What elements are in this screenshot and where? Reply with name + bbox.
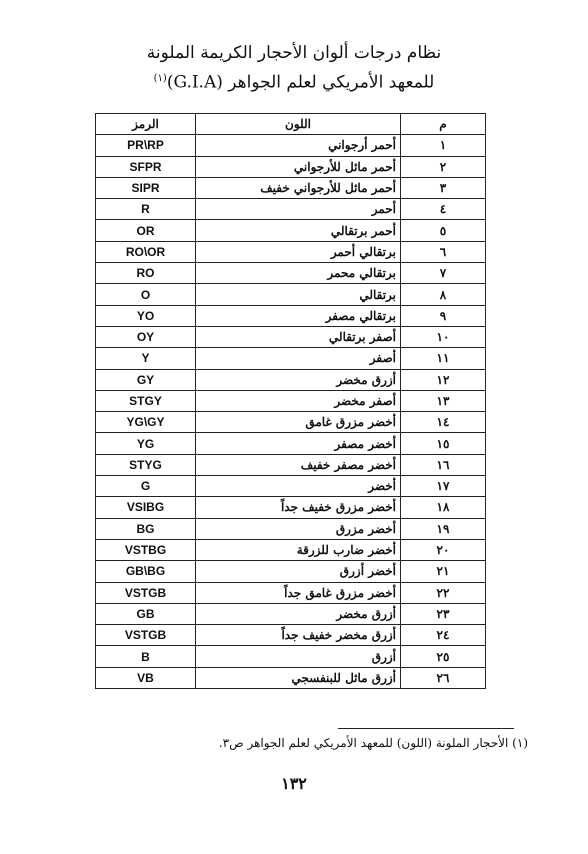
page-title [0, 40, 588, 96]
cell-code: SFPR [96, 156, 196, 177]
cell-num: ٢٢ [401, 582, 486, 603]
cell-num: ٧ [401, 263, 486, 284]
cell-color: أصفر برتقالي [196, 326, 401, 347]
table-row [96, 497, 486, 518]
cell-code: OR [96, 220, 196, 241]
title-line-2-text: للمعهد الأمريكي لعلم الجواهر (G.I.A) [166, 72, 435, 93]
cell-color: أحمر برتقالي [196, 220, 401, 241]
cell-code: YG\GY [96, 412, 196, 433]
table-row [96, 454, 486, 475]
table-row [96, 177, 486, 198]
table-row [96, 369, 486, 390]
cell-code: VSTGB [96, 625, 196, 646]
table-row [96, 199, 486, 220]
cell-color: برتقالي محمر [196, 263, 401, 284]
table-row [96, 625, 486, 646]
table-row [96, 220, 486, 241]
cell-num: ٤ [401, 199, 486, 220]
cell-num: ١٥ [401, 433, 486, 454]
cell-code: R [96, 199, 196, 220]
cell-color: أحمر مائل للأرجواني خفيف [196, 177, 401, 198]
cell-num: ٥ [401, 220, 486, 241]
cell-color: برتقالي [196, 284, 401, 305]
cell-color: أخضر مصفر خفيف [196, 454, 401, 475]
cell-num: ٢٦ [401, 667, 486, 688]
cell-code: VSTGB [96, 582, 196, 603]
table-row [96, 539, 486, 560]
header-number: م [401, 114, 486, 135]
cell-num: ٢٤ [401, 625, 486, 646]
table-row [96, 433, 486, 454]
cell-code: Y [96, 348, 196, 369]
cell-code: VSIBG [96, 497, 196, 518]
table-row [96, 241, 486, 262]
table-row [96, 263, 486, 284]
cell-code: RO\OR [96, 241, 196, 262]
table-row [96, 156, 486, 177]
cell-color: أصفر [196, 348, 401, 369]
table-row [96, 348, 486, 369]
title-line-2 [0, 66, 588, 96]
cell-color: أخضر [196, 476, 401, 497]
table-header-row [96, 114, 486, 135]
cell-num: ١٣ [401, 390, 486, 411]
cell-color: أزرق [196, 646, 401, 667]
cell-color: أخضر مزرق [196, 518, 401, 539]
cell-color: أزرق مخضر [196, 603, 401, 624]
cell-color: أصفر مخضر [196, 390, 401, 411]
cell-num: ٨ [401, 284, 486, 305]
cell-num: ٣ [401, 177, 486, 198]
cell-code: PR\RP [96, 135, 196, 156]
cell-num: ١٧ [401, 476, 486, 497]
cell-num: ١٨ [401, 497, 486, 518]
table-row [96, 603, 486, 624]
cell-color: أزرق مخضر [196, 369, 401, 390]
cell-num: ١٤ [401, 412, 486, 433]
cell-code: SIPR [96, 177, 196, 198]
cell-code: G [96, 476, 196, 497]
cell-num: ٢١ [401, 561, 486, 582]
table-row [96, 582, 486, 603]
cell-num: ١١ [401, 348, 486, 369]
table-row [96, 284, 486, 305]
cell-code: VSTBG [96, 539, 196, 560]
cell-code: STYG [96, 454, 196, 475]
table-row [96, 390, 486, 411]
cell-num: ٢ [401, 156, 486, 177]
table-row [96, 646, 486, 667]
cell-num: ٢٥ [401, 646, 486, 667]
footnote-divider [338, 728, 514, 729]
cell-color: أخضر مزرق غامق [196, 412, 401, 433]
cell-color: أخضر مزرق خفيف جداً [196, 497, 401, 518]
table-row [96, 518, 486, 539]
table-row [96, 326, 486, 347]
table-row [96, 561, 486, 582]
cell-code: GY [96, 369, 196, 390]
cell-code: GB\BG [96, 561, 196, 582]
cell-code: GB [96, 603, 196, 624]
cell-num: ١٢ [401, 369, 486, 390]
cell-num: ٩ [401, 305, 486, 326]
footnote-text: الأحجار الملونة (اللون) للمعهد الأمريكي لعلم الجواهر ص٣. [218, 736, 509, 750]
cell-color: أحمر مائل للأرجواني [196, 156, 401, 177]
cell-code: OY [96, 326, 196, 347]
cell-code: O [96, 284, 196, 305]
table-row [96, 412, 486, 433]
cell-color: أخضر مزرق غامق جداً [196, 582, 401, 603]
cell-num: ٢٠ [401, 539, 486, 560]
title-line-1: نظام درجات ألوان الأحجار الكريمة الملونة [146, 43, 442, 63]
cell-num: ٦ [401, 241, 486, 262]
header-color: اللون [196, 114, 401, 135]
cell-color: أخضر مصفر [196, 433, 401, 454]
cell-code: YO [96, 305, 196, 326]
cell-color: أحمر [196, 199, 401, 220]
table-row [96, 305, 486, 326]
table-row [96, 667, 486, 688]
table-body [96, 135, 486, 689]
cell-code: VB [96, 667, 196, 688]
header-code: الرمز [96, 114, 196, 135]
cell-num: ١٦ [401, 454, 486, 475]
gemstone-color-table [95, 113, 486, 689]
footnote-reference: (١) [153, 73, 167, 84]
cell-color: أزرق مائل للبنفسجي [196, 667, 401, 688]
cell-color: برتقالي مصفر [196, 305, 401, 326]
cell-num: ١٠ [401, 326, 486, 347]
cell-code: BG [96, 518, 196, 539]
cell-color: أخضر ضارب للزرقة [196, 539, 401, 560]
table-row [96, 476, 486, 497]
cell-color: أحمر أرجواني [196, 135, 401, 156]
cell-num: ٢٣ [401, 603, 486, 624]
cell-color: أزرق مخضر خفيف جداً [196, 625, 401, 646]
footnote [219, 736, 528, 750]
cell-num: ١ [401, 135, 486, 156]
table-row [96, 135, 486, 156]
cell-code: B [96, 646, 196, 667]
cell-color: أخضر أزرق [196, 561, 401, 582]
cell-color: برتقالي أحمر [196, 241, 401, 262]
cell-code: YG [96, 433, 196, 454]
cell-code: STGY [96, 390, 196, 411]
cell-num: ١٩ [401, 518, 486, 539]
cell-code: RO [96, 263, 196, 284]
page-number: ١٣٢ [281, 774, 307, 793]
footnote-marker: (١) [512, 736, 528, 750]
